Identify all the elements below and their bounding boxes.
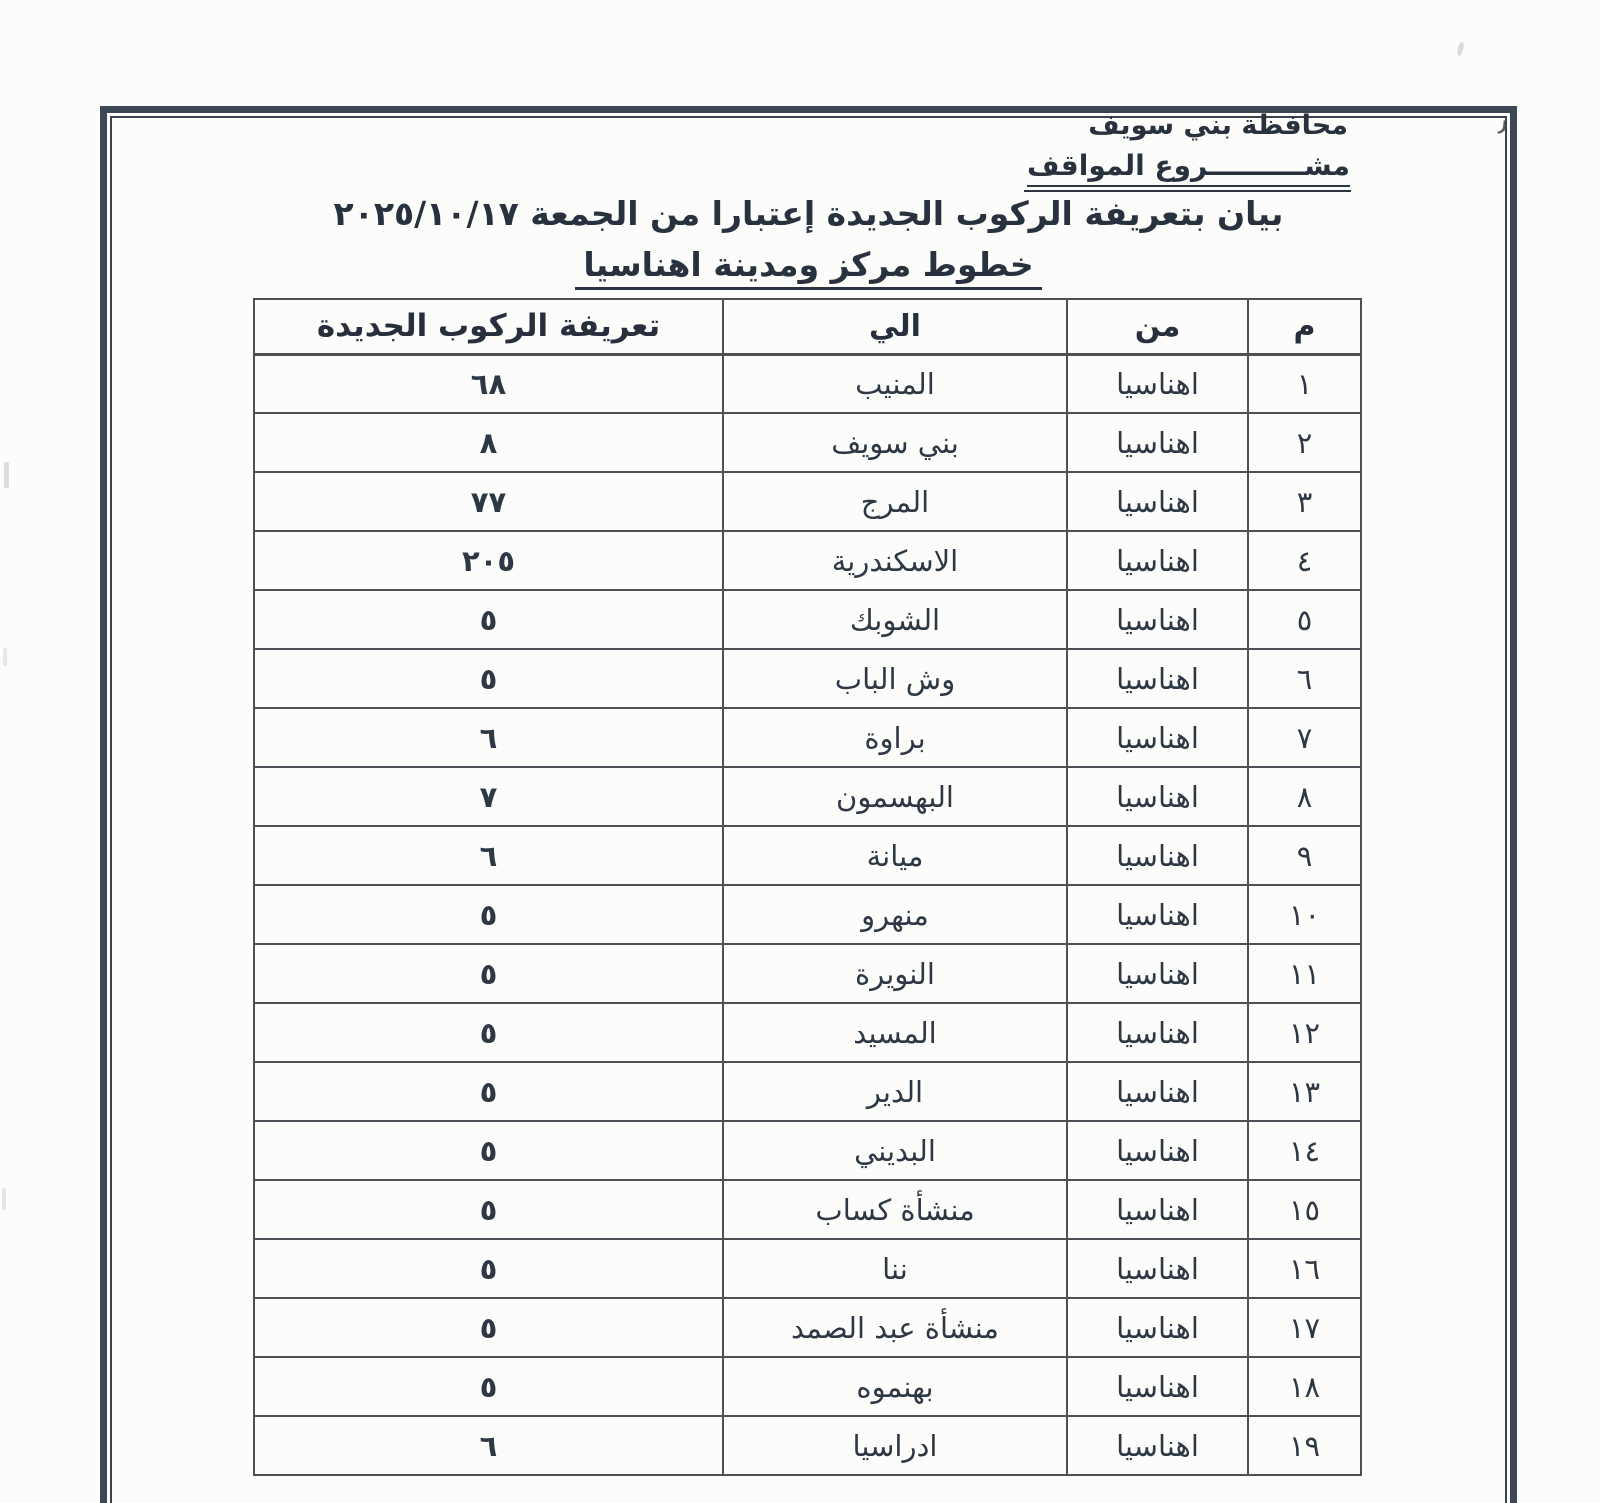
row-fare-cell: ٥ — [254, 1357, 723, 1416]
row-from-cell: اهناسيا — [1067, 826, 1248, 885]
row-serial-cell: ١٨ — [1248, 1357, 1361, 1416]
department-title: مشــــــــــروع المواقف — [1027, 149, 1350, 187]
fare-table-header-row — [254, 299, 1361, 354]
fare-table-row — [254, 354, 1361, 413]
row-destination-cell: البهسمون — [723, 767, 1067, 826]
row-fare-cell: ٢٠٥ — [254, 531, 723, 590]
governorate-title: محافظة بني سويف — [1088, 110, 1348, 141]
row-fare-cell: ٦ — [254, 708, 723, 767]
row-from-cell: اهناسيا — [1067, 472, 1248, 531]
row-serial-cell: ١٤ — [1248, 1121, 1361, 1180]
row-serial-cell: ٤ — [1248, 531, 1361, 590]
row-destination-cell: وش الباب — [723, 649, 1067, 708]
fare-table-row — [254, 1003, 1361, 1062]
row-from-cell: اهناسيا — [1067, 531, 1248, 590]
row-fare-cell: ٥ — [254, 885, 723, 944]
row-serial-cell: ١٣ — [1248, 1062, 1361, 1121]
row-from-cell: اهناسيا — [1067, 885, 1248, 944]
row-fare-cell: ٦ — [254, 826, 723, 885]
row-serial-cell: ١٩ — [1248, 1416, 1361, 1475]
fare-table-row — [254, 531, 1361, 590]
row-serial-cell: ٢ — [1248, 413, 1361, 472]
row-from-cell: اهناسيا — [1067, 649, 1248, 708]
fare-table-row — [254, 1239, 1361, 1298]
row-fare-cell: ٥ — [254, 1003, 723, 1062]
pen-mark-artifact — [1456, 42, 1464, 57]
row-serial-cell: ٨ — [1248, 767, 1361, 826]
row-from-cell: اهناسيا — [1067, 708, 1248, 767]
row-destination-cell: براوة — [723, 708, 1067, 767]
row-from-cell: اهناسيا — [1067, 1298, 1248, 1357]
document-subtitle-line — [100, 245, 1517, 290]
row-fare-cell: ٥ — [254, 1239, 723, 1298]
scanner-edge-speck — [4, 462, 9, 488]
fare-table-row — [254, 1180, 1361, 1239]
fare-table-row — [254, 767, 1361, 826]
row-serial-cell: ٣ — [1248, 472, 1361, 531]
row-serial-cell: ١ — [1248, 354, 1361, 413]
row-serial-cell: ١٠ — [1248, 885, 1361, 944]
row-from-cell: اهناسيا — [1067, 1062, 1248, 1121]
row-serial-cell: ١٦ — [1248, 1239, 1361, 1298]
department-line — [1027, 149, 1350, 187]
row-from-cell: اهناسيا — [1067, 767, 1248, 826]
row-destination-cell: ادراسيا — [723, 1416, 1067, 1475]
col-header-serial: م — [1248, 299, 1361, 354]
fare-table-row — [254, 649, 1361, 708]
row-from-cell: اهناسيا — [1067, 1357, 1248, 1416]
scanner-edge-speck — [2, 1188, 6, 1210]
row-from-cell: اهناسيا — [1067, 354, 1248, 413]
col-header-to: الي — [723, 299, 1067, 354]
row-fare-cell: ٧٧ — [254, 472, 723, 531]
row-from-cell: اهناسيا — [1067, 1180, 1248, 1239]
row-destination-cell: ميانة — [723, 826, 1067, 885]
row-serial-cell: ٦ — [1248, 649, 1361, 708]
row-destination-cell: المسيد — [723, 1003, 1067, 1062]
row-destination-cell: منشأة كساب — [723, 1180, 1067, 1239]
row-fare-cell: ٥ — [254, 590, 723, 649]
row-destination-cell: بني سويف — [723, 413, 1067, 472]
row-from-cell: اهناسيا — [1067, 944, 1248, 1003]
row-destination-cell: النويرة — [723, 944, 1067, 1003]
fare-table-row — [254, 1416, 1361, 1475]
document-title: بيان بتعريفة الركوب الجديدة إعتبارا من الجمعة ٢٠٢٥/١٠/١٧ — [333, 194, 1284, 233]
row-fare-cell: ٥ — [254, 1298, 723, 1357]
row-fare-cell: ٨ — [254, 413, 723, 472]
fare-table-row — [254, 472, 1361, 531]
row-serial-cell: ٩ — [1248, 826, 1361, 885]
row-destination-cell: الدير — [723, 1062, 1067, 1121]
row-destination-cell: منهرو — [723, 885, 1067, 944]
row-serial-cell: ١١ — [1248, 944, 1361, 1003]
row-serial-cell: ١٥ — [1248, 1180, 1361, 1239]
row-destination-cell: منشأة عبد الصمد — [723, 1298, 1067, 1357]
row-fare-cell: ٧ — [254, 767, 723, 826]
col-header-from: من — [1067, 299, 1248, 354]
row-from-cell: اهناسيا — [1067, 1121, 1248, 1180]
row-fare-cell: ٥ — [254, 1121, 723, 1180]
row-destination-cell: بهنموه — [723, 1357, 1067, 1416]
fare-table-row — [254, 1298, 1361, 1357]
row-destination-cell: المرج — [723, 472, 1067, 531]
fare-table-body — [254, 354, 1361, 1475]
row-fare-cell: ٥ — [254, 649, 723, 708]
row-from-cell: اهناسيا — [1067, 1003, 1248, 1062]
row-destination-cell: الشوبك — [723, 590, 1067, 649]
fare-table — [253, 298, 1362, 1476]
fare-table-row — [254, 826, 1361, 885]
row-serial-cell: ١٢ — [1248, 1003, 1361, 1062]
row-from-cell: اهناسيا — [1067, 1239, 1248, 1298]
row-serial-cell: ٥ — [1248, 590, 1361, 649]
fare-table-row — [254, 885, 1361, 944]
fare-table-row — [254, 1357, 1361, 1416]
document-subtitle: خطوط مركز ومدينة اهناسيا — [575, 245, 1041, 290]
row-destination-cell: الاسكندرية — [723, 531, 1067, 590]
fare-table-row — [254, 708, 1361, 767]
row-fare-cell: ٦ — [254, 1416, 723, 1475]
row-fare-cell: ٥ — [254, 1180, 723, 1239]
fare-table-row — [254, 944, 1361, 1003]
row-destination-cell: المنيب — [723, 354, 1067, 413]
row-from-cell: اهناسيا — [1067, 1416, 1248, 1475]
row-serial-cell: ٧ — [1248, 708, 1361, 767]
fare-table-row — [254, 590, 1361, 649]
row-serial-cell: ١٧ — [1248, 1298, 1361, 1357]
scanner-edge-speck — [3, 648, 7, 666]
row-fare-cell: ٦٨ — [254, 354, 723, 413]
fare-table-row — [254, 413, 1361, 472]
row-destination-cell: ننا — [723, 1239, 1067, 1298]
row-from-cell: اهناسيا — [1067, 590, 1248, 649]
row-fare-cell: ٥ — [254, 1062, 723, 1121]
row-fare-cell: ٥ — [254, 944, 723, 1003]
row-from-cell: اهناسيا — [1067, 413, 1248, 472]
row-destination-cell: البديني — [723, 1121, 1067, 1180]
fare-table-row — [254, 1062, 1361, 1121]
fare-table-row — [254, 1121, 1361, 1180]
col-header-fare: تعريفة الركوب الجديدة — [254, 299, 723, 354]
